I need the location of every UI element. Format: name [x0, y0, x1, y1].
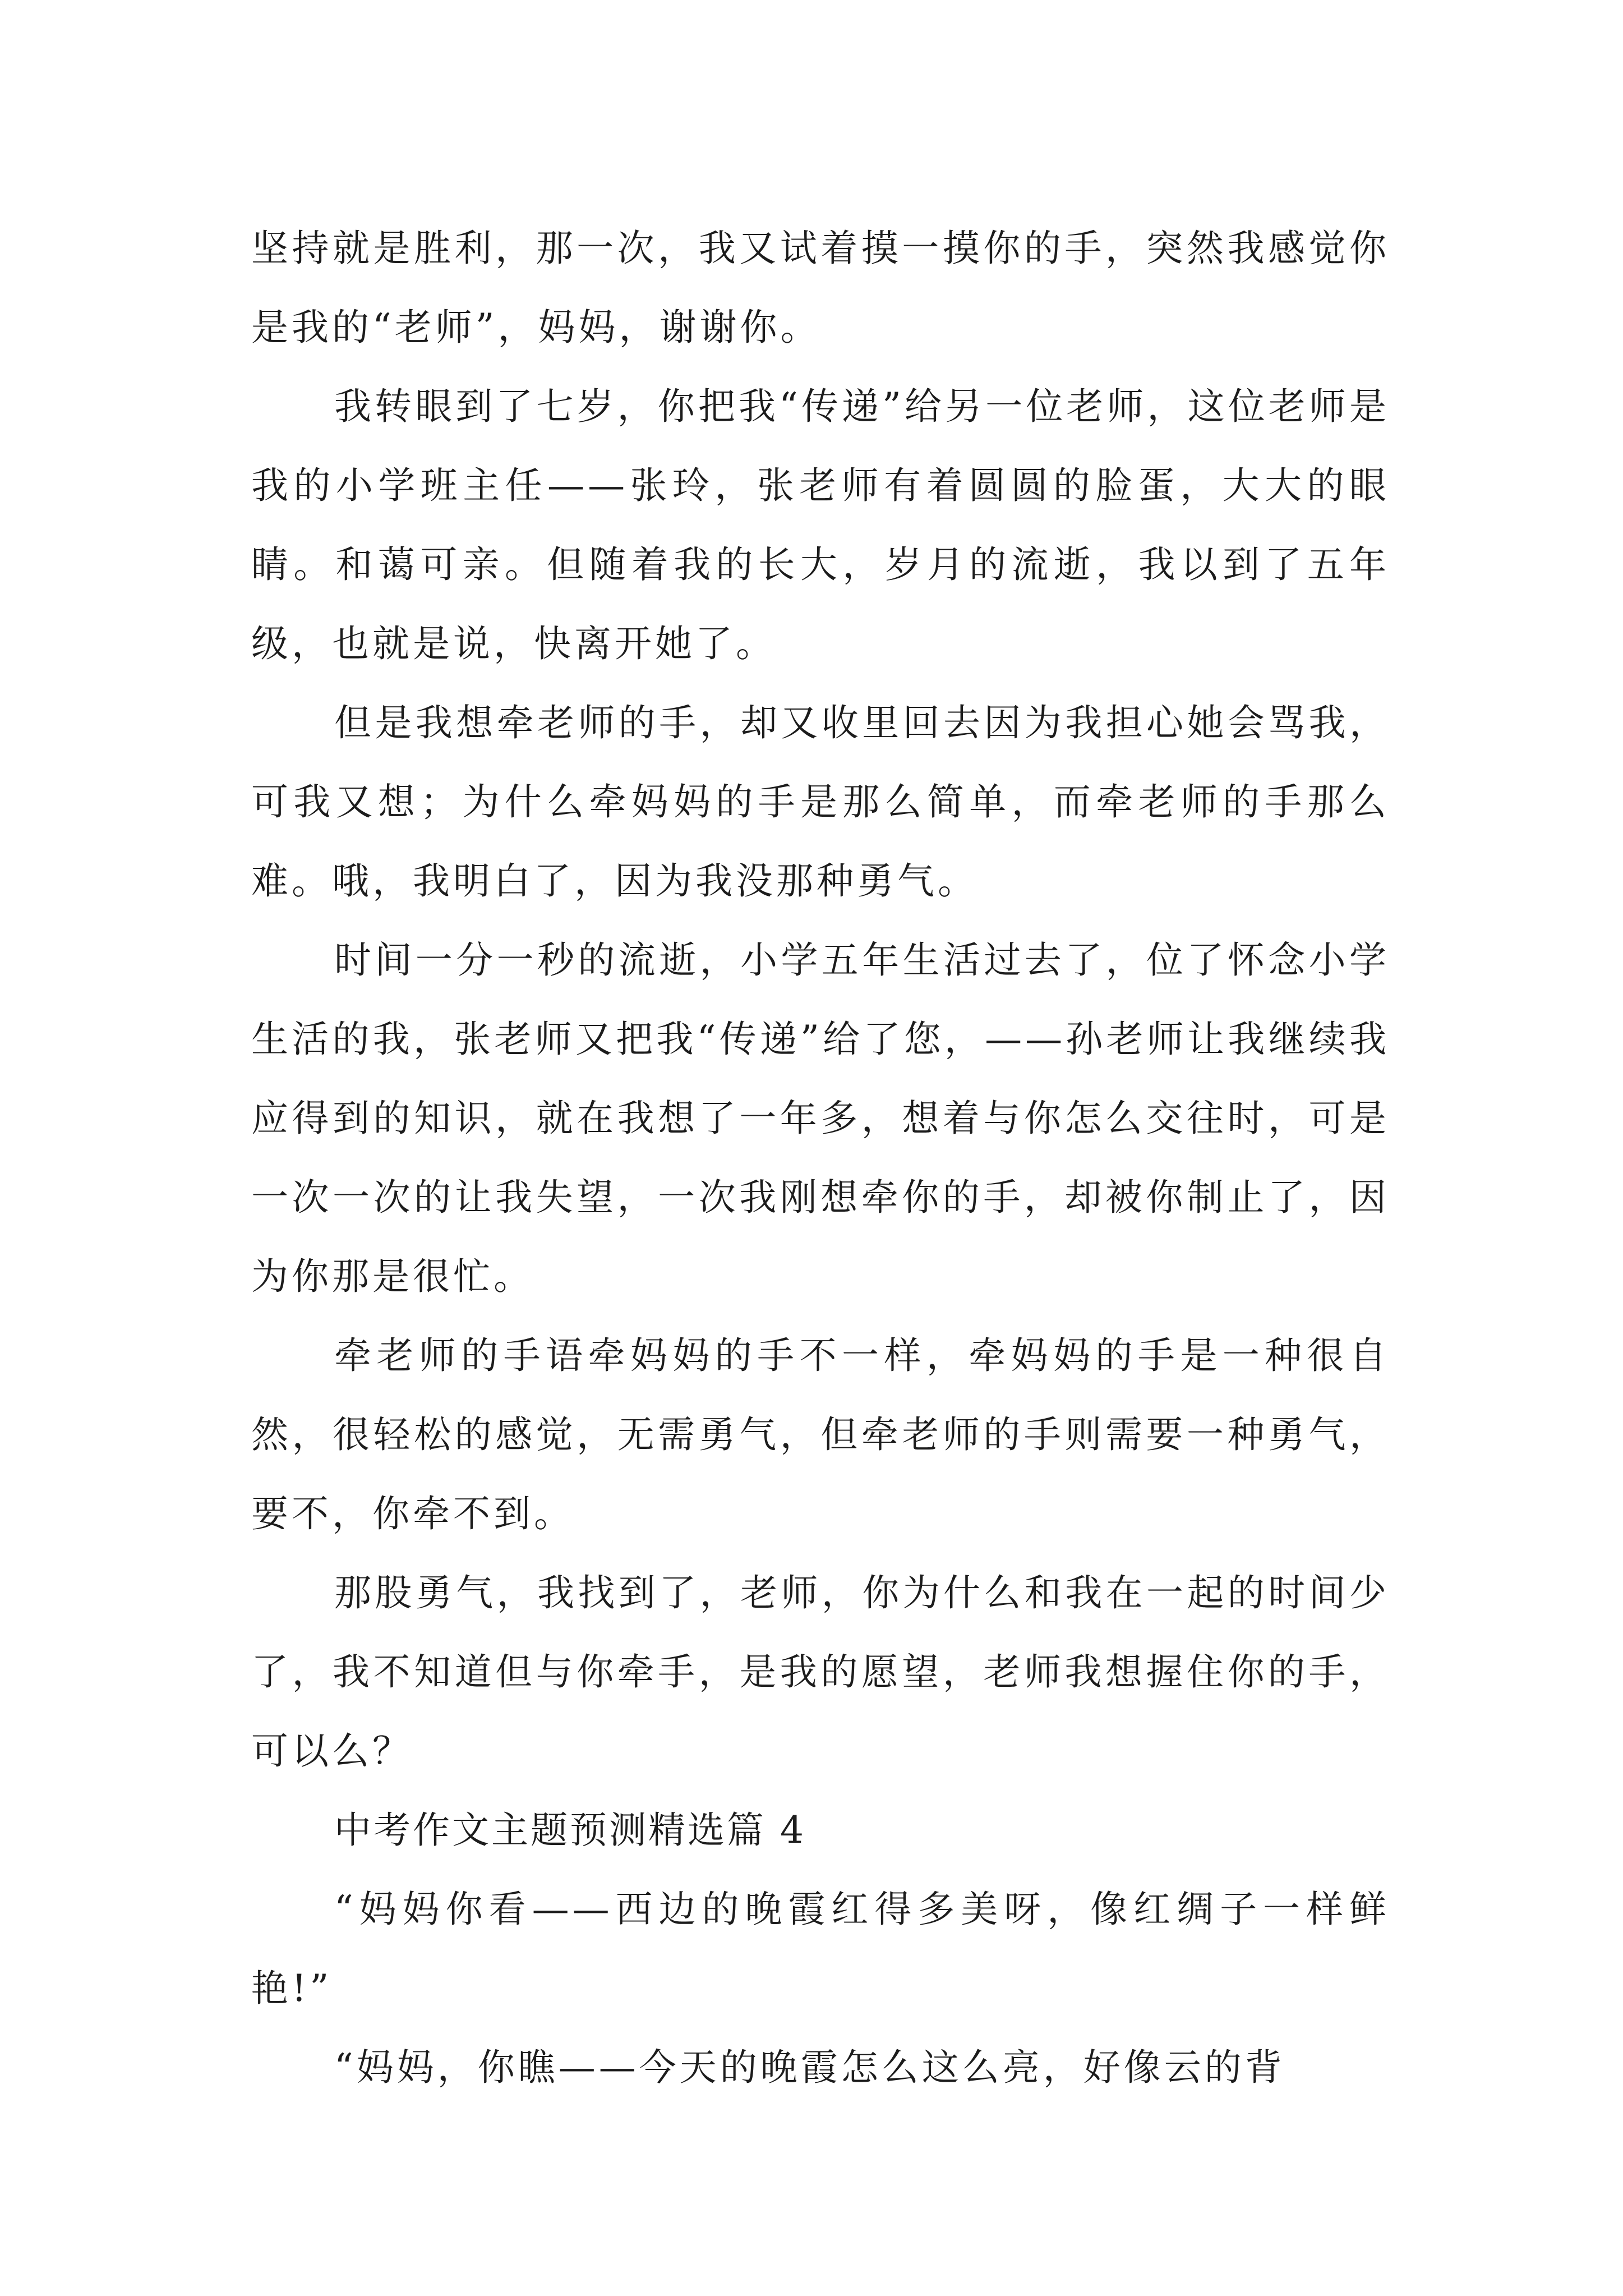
paragraph-6: 那股勇气，我找到了，老师，你为什么和我在一起的时间少了，我不知道但与你牵手，是我的愿望，老师我想握住你的手，可以么？: [251, 1571, 1390, 1773]
paragraph-8: “妈妈，你瞧——今天的晚霞怎么这么亮，好像云的背: [334, 2046, 1285, 2089]
paragraph-1: 坚持就是胜利，那一次，我又试着摸一摸你的手，突然我感觉你是我的“老师”，妈妈，谢谢你。: [251, 227, 1390, 349]
section-heading: 中考作文主题预测精选篇 4: [334, 1809, 806, 1852]
document-body: [251, 209, 1390, 2107]
paragraph-3: 但是我想牵老师的手，却又收里回去因为我担心她会骂我，可我又想；为什么牵妈妈的手是那么简单，而牵老师的手那么难。哦，我明白了，因为我没那种勇气。: [251, 701, 1390, 903]
paragraph-7: “妈妈你看——西边的晚霞红得多美呀，像红绸子一样鲜艳!”: [251, 1888, 1390, 2010]
paragraph-2: 我转眼到了七岁，你把我“传递”给另一位老师，这位老师是我的小学班主任——张玲，张老师有着圆圆的脸蛋，大大的眼睛。和蔼可亲。但随着我的长大，岁月的流逝，我以到了五年级，也就是说，快离开她了。: [251, 385, 1390, 665]
paragraph-4: 时间一分一秒的流逝，小学五年生活过去了，位了怀念小学生活的我，张老师又把我“传递”给了您，——孙老师让我继续我应得到的知识，就在我想了一年多，想着与你怎么交往时，可是一次一次的让我失望，一次我刚想牵你的手，却被你制止了，因为你那是很忙。: [251, 938, 1390, 1298]
paragraph-5: 牵老师的手语牵妈妈的手不一样，牵妈妈的手是一种很自然，很轻松的感觉，无需勇气，但牵老师的手则需要一种勇气，要不，你牵不到。: [251, 1334, 1390, 1535]
